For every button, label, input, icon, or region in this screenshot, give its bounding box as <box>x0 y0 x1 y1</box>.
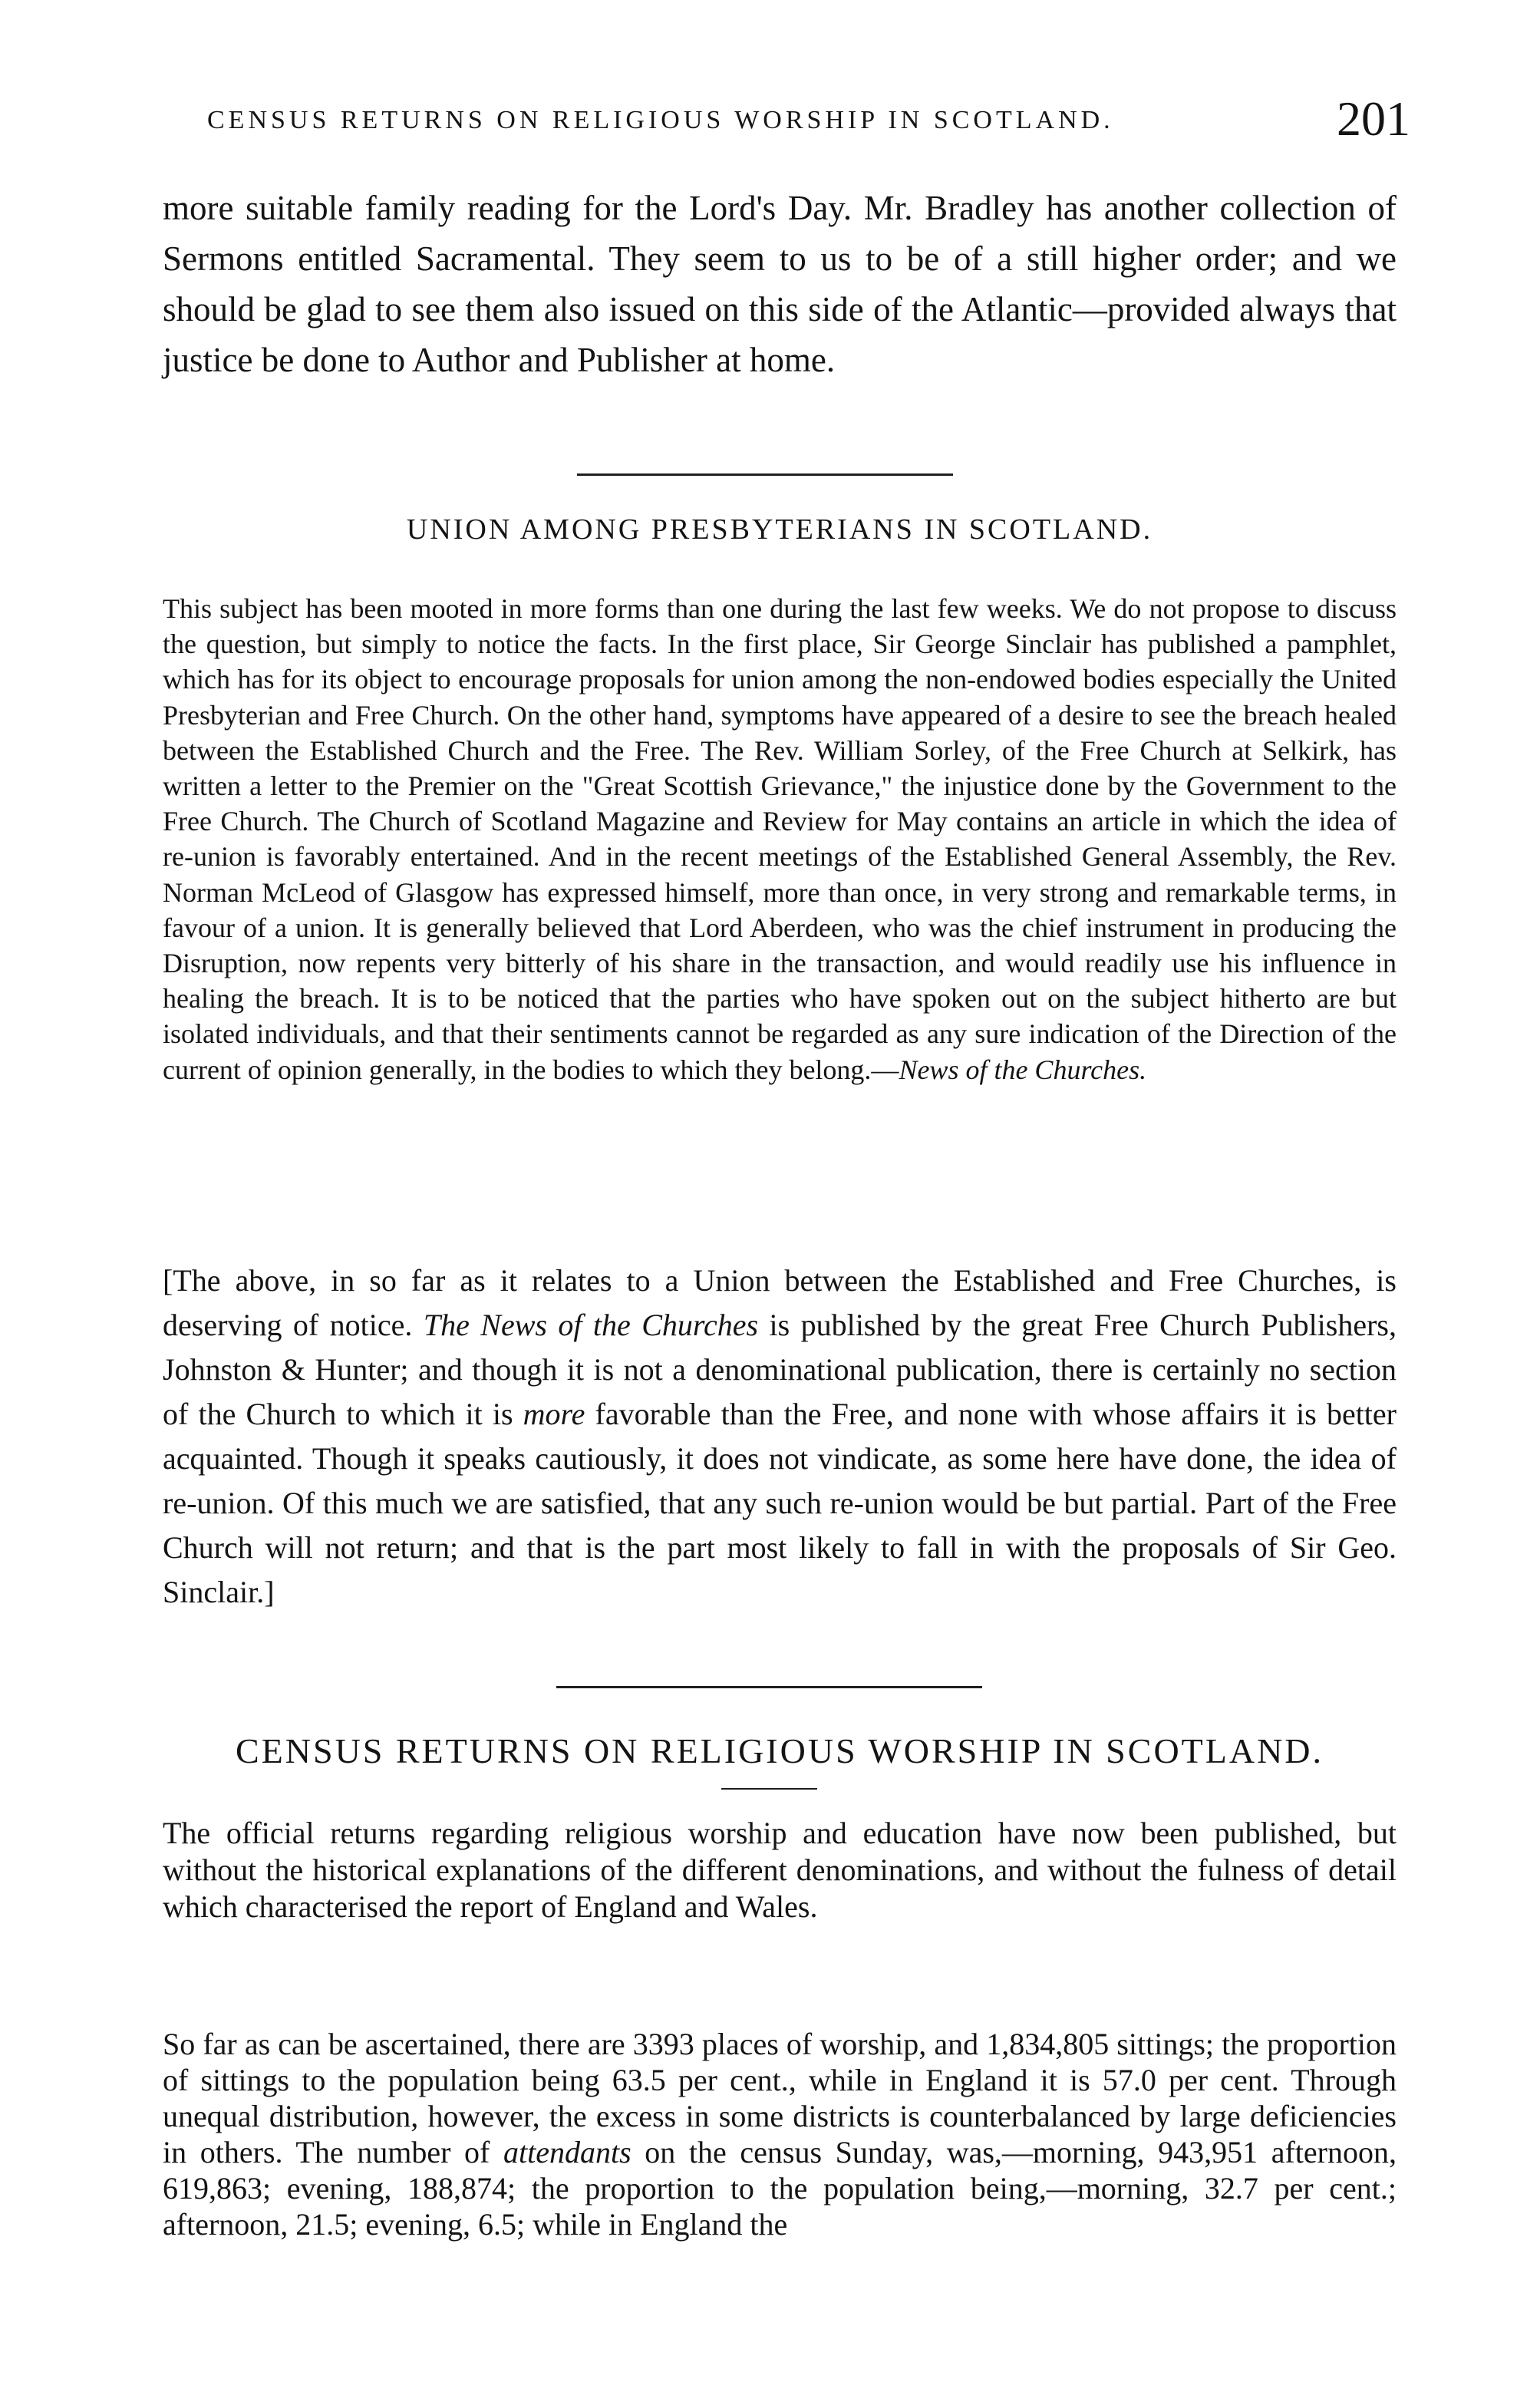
census-heading: CENSUS RETURNS ON RELIGIOUS WORSHIP IN SCOTLAND. <box>235 1731 1324 1770</box>
census-text-1: So far as can be ascertained, there are 3393 places of worship, and 1,834,805 sittings; the proportion of sittings to the population being 63.5 per cent., while in England it is 57.0 per cent. Through unequal distribution, however, the excess in some districts is counterbalanced by large deficiencies in others. The number of <box>163 2027 1397 2169</box>
union-body: This subject has been mooted in more forms than one during the last few weeks. We do not propose to discuss the question, but simply to notice the facts. In the first place, Sir George Sinclair has published a pamphlet, which has for its object to encourage proposals for union among the non-endowed bodies especially the United Presbyterian and Free Church. On the other hand, symptoms have appeared of a desire to see the breach healed between the Established Church and the Free. The Rev. William Sorley, of the Free Church at Selkirk, has written a letter to the Premier on the "Great Scottish Grievance," the injustice done by the Government to the Free Church. The Church of Scotland Magazine and Review for May contains an article in which the idea of re-union is favorably entertained. And in the recent meetings of the Established General Assembly, the Rev. Norman McLeod of Glasgow has expressed himself, more than once, in very strong and remarkable terms, in favour of a union. It is generally believed that Lord Aberdeen, who was the chief instrument in producing the Disruption, now repents very bitterly of his share in the transaction, and would readily use his influence in healing the breach. It is to be noticed that the parties who have spoken out on the subject hitherto are but isolated individuals, and that their sentiments cannot be regarded as any sure indication of the Direction of the current of opinion generally, in the bodies to which they belong.— <box>163 593 1397 1085</box>
union-source: News of the Churches. <box>899 1054 1147 1085</box>
editorial-note <box>163 1259 1397 1615</box>
editorial-text-3: favorable than the Free, and none with whose affairs it is better acquainted. Though it speaks cautiously, it does not vindicate, as some here have done, the idea of re-union. Of this much we are satisfied, that any such re-union would be but partial. Part of the Free Church will not return; and that is the part most likely to fall in with the proposals of Sir Geo. Sinclair.] <box>163 1397 1397 1609</box>
union-heading: UNION AMONG PRESBYTERIANS IN SCOTLAND. <box>406 513 1153 546</box>
running-head: CENSUS RETURNS ON RELIGIOUS WORSHIP IN SCOTLAND. <box>207 106 1114 134</box>
continued-paragraph: more suitable family reading for the Lord's Day. Mr. Bradley has another collection of Sermons entitled Sacramental. They seem to us to be of a still higher order; and we should be glad to see them also issued on this side of the Atlantic—provided always that justice be done to Author and Publisher at home. <box>163 189 1397 379</box>
editorial-text-2: is published by the great Free Church Publishers, Johnston & Hunter; and though it is not a denominational publication, there is certainly no section of the Church to which it is <box>163 1308 1397 1431</box>
census-italic-word: attendants <box>503 2135 631 2169</box>
section-divider <box>577 473 953 476</box>
census-paragraph-1: The official returns regarding religious worship and education have now been published, but without the historical explanations of the different denominations, and without the fulness of detail which characterised the report of England and Wales. <box>163 1816 1397 1924</box>
census-text-2: on the census Sunday, was,—morning, 943,951 afternoon, 619,863; evening, 188,874; the proportion to the population being,—morning, 32.7 per cent.; afternoon, 21.5; evening, 6.5; while in England the <box>163 2135 1397 2242</box>
union-paragraph <box>163 591 1397 1087</box>
editorial-text-1: [The above, in so far as it relates to a Union between the Established and Free Churches, is deserving of notice. <box>163 1263 1397 1342</box>
census-paragraph-2 <box>163 2026 1397 2242</box>
editorial-italic-word: more <box>523 1397 585 1431</box>
heading-underline <box>721 1788 817 1790</box>
section-divider <box>556 1686 982 1688</box>
editorial-italic-title: The News of the Churches <box>423 1308 759 1342</box>
page-number: 201 <box>1337 91 1410 146</box>
